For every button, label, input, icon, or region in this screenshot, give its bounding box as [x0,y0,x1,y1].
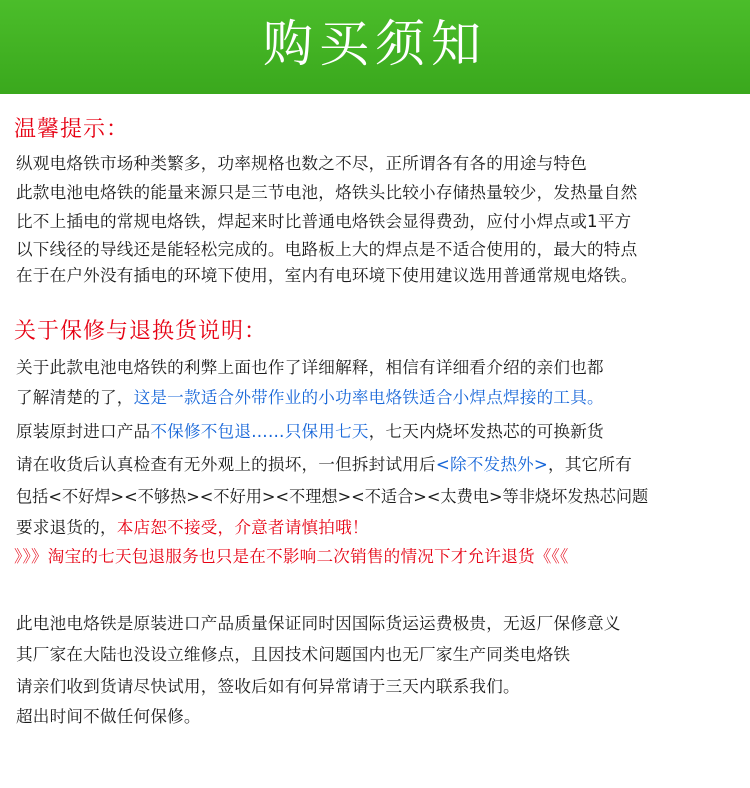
warranty-line [16,384,746,408]
warranty-text: ，七天内烧坏发热芯的可换新货 [368,422,604,441]
notice-line: 请亲们收到货请尽快试用，签收后如有何异常请于三天内联系我们。 [16,677,520,696]
product-highlight: 这是一款适合外带作业的小功率电烙铁适合小焊点焊接的工具。 [133,388,604,407]
notice-line: 超出时间不做任何保修。 [16,707,201,726]
return-policy-line: 》》》淘宝的七天包退服务也只是在不影响二次销售的情况下才允许退货《《《 [14,547,569,566]
tips-line: 此款电池电烙铁的能量来源只是三节电池，烙铁头比较小存储热量较少，发热量自然 [16,183,638,202]
exception-highlight: <除不发热外> [435,455,549,474]
notice-line: 此电池电烙铁是原装进口产品质量保证同时因国际货运运费极贵，无返厂保修意义 [16,614,621,633]
tips-line: 在于在户外没有插电的环境下使用，室内有电环境下使用建议选用普通常规电烙铁。 [16,266,638,285]
warranty-line [16,514,746,538]
tips-heading: 温馨提示： [14,117,130,142]
warranty-text: 原装原封进口产品 [16,422,151,441]
tips-line: 纵观电烙铁市场种类繁多，功率规格也数之不尽，正所谓各有各的用途与特色 [16,154,587,173]
warranty-text: 请在收货后认真检查有无外观上的损坏，一但拆封试用后 [16,455,436,474]
notice-line: 其厂家在大陆也没设立维修点，且因技术问题国内也无厂家生产同类电烙铁 [16,645,571,664]
title-banner [0,0,750,94]
warranty-line [16,418,746,442]
tips-line: 比不上插电的常规电烙铁，焊起来时比普通电烙铁会显得费劲，应付小焊点或1平方 [16,212,632,231]
refusal-highlight: 本店恕不接受，介意者请慎拍哦！ [116,518,369,537]
tips-line: 以下线径的导线还是能轻松完成的。电路板上大的焊点是不适合使用的，最大的特点 [16,240,638,259]
no-warranty-highlight: 不保修不包退……只保用七天 [150,422,369,441]
warranty-text: 要求退货的， [16,518,117,537]
warranty-text: ，其它所有 [548,455,632,474]
page-title: 购买须知 [263,15,487,73]
warranty-line: 包括<不好焊><不够热><不好用><不理想><不适合><太费电>等非烧坏发热芯问题 [16,487,649,506]
warranty-line: 关于此款电池电烙铁的利弊上面也作了详细解释，相信有详细看介绍的亲们也都 [16,358,604,377]
warranty-text: 了解清楚的了， [16,388,134,407]
warranty-line [16,451,746,475]
warranty-heading: 关于保修与退换货说明： [14,319,268,344]
